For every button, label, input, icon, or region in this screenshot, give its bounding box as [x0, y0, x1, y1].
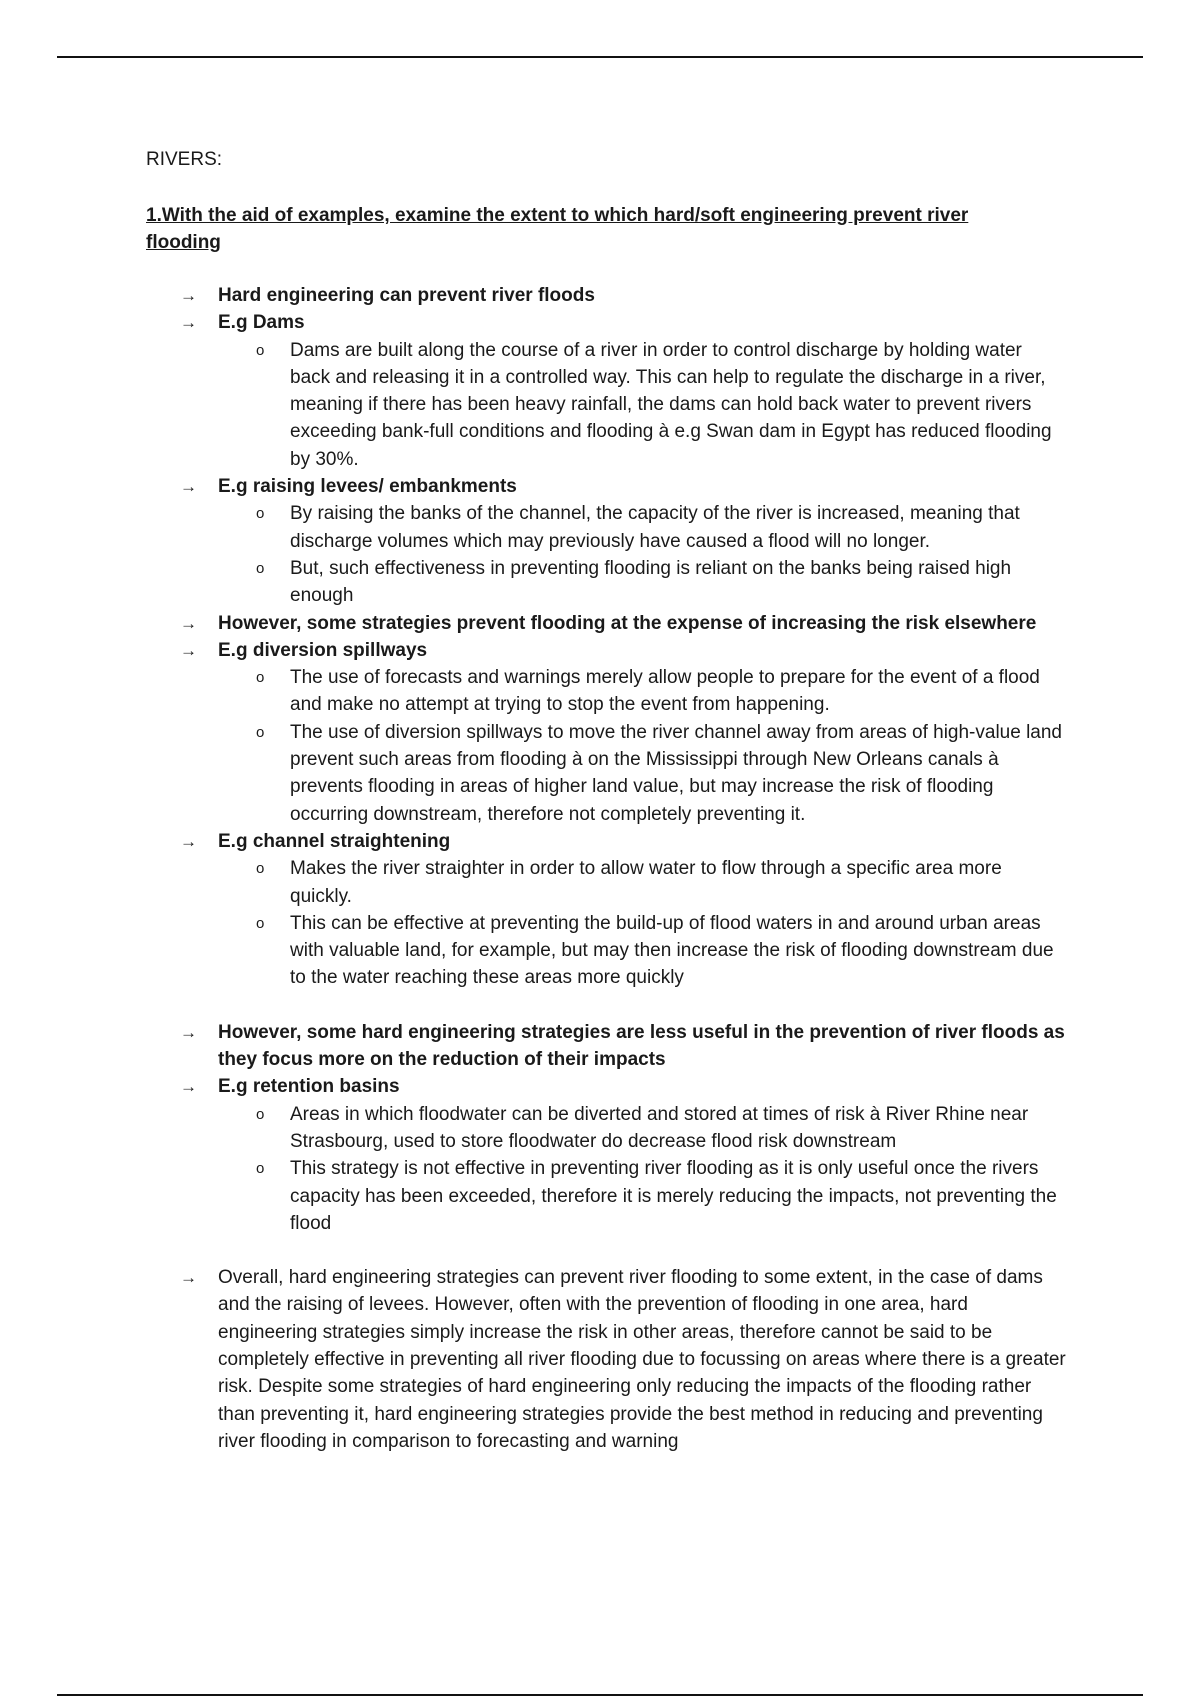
- arrow-icon: →: [180, 286, 197, 305]
- sub-point: [146, 910, 1066, 992]
- sub-list-wrapper: [146, 1101, 1066, 1237]
- conclusion-item: [146, 1264, 1066, 1455]
- list-item: [146, 473, 1066, 500]
- sub-point: [146, 1101, 1066, 1156]
- argument-list: [146, 282, 1066, 992]
- circle-bullet-icon: o: [256, 341, 265, 359]
- page-header-rule: [57, 56, 1143, 58]
- sub-point-text: The use of forecasts and warnings merely allow people to prepare for the event of a flood and make no attempt at trying to stop the event from happening.: [290, 667, 1040, 716]
- sub-point-text: This can be effective at preventing the build-up of flood waters in and around urban areas with valuable land, for example, but may then increase the risk of flooding downstream due to the water reaching these areas more quickly: [290, 912, 1054, 989]
- sub-point-text: Areas in which floodwater can be diverted and stored at times of risk à River Rhine near Strasbourg, used to store floodwater do decrease flood risk downstream: [290, 1103, 1029, 1152]
- point-heading: E.g diversion spillways: [218, 639, 428, 661]
- spacer: [146, 1237, 1066, 1264]
- list-item: [146, 309, 1066, 336]
- list-item: [146, 282, 1066, 309]
- point-heading: E.g Dams: [218, 312, 305, 334]
- sub-list: [146, 664, 1066, 828]
- arrow-icon: →: [180, 313, 197, 333]
- sub-point: [146, 337, 1066, 473]
- circle-bullet-icon: o: [256, 1160, 265, 1178]
- sub-list: [146, 1101, 1066, 1237]
- conclusion-text: Overall, hard engineering strategies can prevent river flooding to some extent, in the case of dams and the raising of levees. However, often with the prevention of flooding in one area, hard engineering strategies simply increase the risk in other areas, therefore cannot be said to be completely effective in preventing all river flooding due to focussing on areas where there is a greater risk. Despite some strategies of hard engineering only reducing the impacts of the flooding rather than preventing it, hard engineering strategies provide the best method in reducing and preventing river flooding in comparison to forecasting and warning: [218, 1267, 1066, 1452]
- circle-bullet-icon: o: [256, 505, 265, 523]
- document-body: [146, 146, 1066, 1455]
- sub-list-wrapper: [146, 664, 1066, 828]
- sub-point-text: Dams are built along the course of a river in order to control discharge by holding water back and releasing it in a controlled way. This can help to regulate the discharge in a river, meaning if there has been heavy rainfall, the dams can hold back water to prevent rivers exceeding bank-full conditions and flooding à e.g Swan dam in Egypt has reduced flooding by 30%.: [290, 339, 1052, 470]
- arrow-icon: →: [180, 1077, 197, 1097]
- essay-question: 1.With the aid of examples, examine the extent to which hard/soft engineering prevent river flooding: [146, 205, 969, 253]
- sub-list: [146, 337, 1066, 473]
- arrow-icon: →: [180, 477, 197, 497]
- circle-bullet-icon: o: [256, 1105, 265, 1123]
- point-heading: However, some strategies prevent flooding at the expense of increasing the risk elsewhere: [218, 612, 1037, 634]
- point-heading: Hard engineering can prevent river floods: [218, 285, 595, 306]
- sub-point: [146, 855, 1066, 910]
- circle-bullet-icon: o: [256, 914, 265, 932]
- arrow-icon: →: [180, 640, 197, 660]
- circle-bullet-icon: o: [256, 723, 265, 741]
- argument-list-2: [146, 1019, 1066, 1237]
- circle-bullet-icon: o: [256, 860, 265, 878]
- sub-point-text: This strategy is not effective in preventing river flooding as it is only useful once the rivers capacity has been exceeded, therefore it is merely reducing the impacts, not preventing the flood: [290, 1158, 1057, 1234]
- list-item: [146, 637, 1066, 664]
- conclusion-list: [146, 1264, 1066, 1455]
- sub-point-text: Makes the river straighter in order to allow water to flow through a specific area more quickly.: [290, 858, 1002, 907]
- sub-list: [146, 500, 1066, 609]
- sub-point-text: The use of diversion spillways to move the river channel away from areas of high-value land prevent such areas from flooding à on the Mississippi through New Orleans canals à prevents flooding in areas of higher land value, but may increase the risk of flooding occurring downstream, therefore not completely preventing it.: [290, 721, 1062, 825]
- sub-list-wrapper: [146, 500, 1066, 609]
- circle-bullet-icon: o: [256, 559, 265, 577]
- sub-point: [146, 719, 1066, 828]
- arrow-icon: →: [180, 613, 197, 633]
- list-item: [146, 610, 1066, 637]
- arrow-icon: →: [180, 1022, 197, 1042]
- spacer: [146, 992, 1066, 1019]
- document-title: RIVERS:: [146, 149, 223, 170]
- list-item: [146, 1073, 1066, 1100]
- list-item: [146, 1019, 1066, 1074]
- sub-point: [146, 500, 1066, 555]
- point-heading: E.g raising levees/ embankments: [218, 476, 517, 498]
- arrow-icon: →: [180, 1268, 197, 1288]
- sub-list-wrapper: [146, 855, 1066, 991]
- page-footer-rule: [57, 1694, 1143, 1696]
- sub-list: [146, 855, 1066, 991]
- sub-point-text: By raising the banks of the channel, the capacity of the river is increased, meaning that discharge volumes which may previously have caused a flood will no longer.: [290, 503, 1020, 552]
- sub-point-text: But, such effectiveness in preventing flooding is reliant on the banks being raised high enough: [290, 557, 1012, 607]
- arrow-icon: →: [180, 831, 197, 851]
- sub-point: [146, 1155, 1066, 1237]
- point-heading: E.g retention basins: [218, 1076, 400, 1098]
- sub-point: [146, 664, 1066, 719]
- point-heading: E.g channel straightening: [218, 830, 451, 852]
- circle-bullet-icon: o: [256, 669, 265, 687]
- list-item: [146, 828, 1066, 855]
- sub-list-wrapper: [146, 337, 1066, 473]
- sub-point: [146, 555, 1066, 610]
- point-heading: However, some hard engineering strategies are less useful in the prevention of river floods as they focus more on the reduction of their impacts: [218, 1021, 1065, 1071]
